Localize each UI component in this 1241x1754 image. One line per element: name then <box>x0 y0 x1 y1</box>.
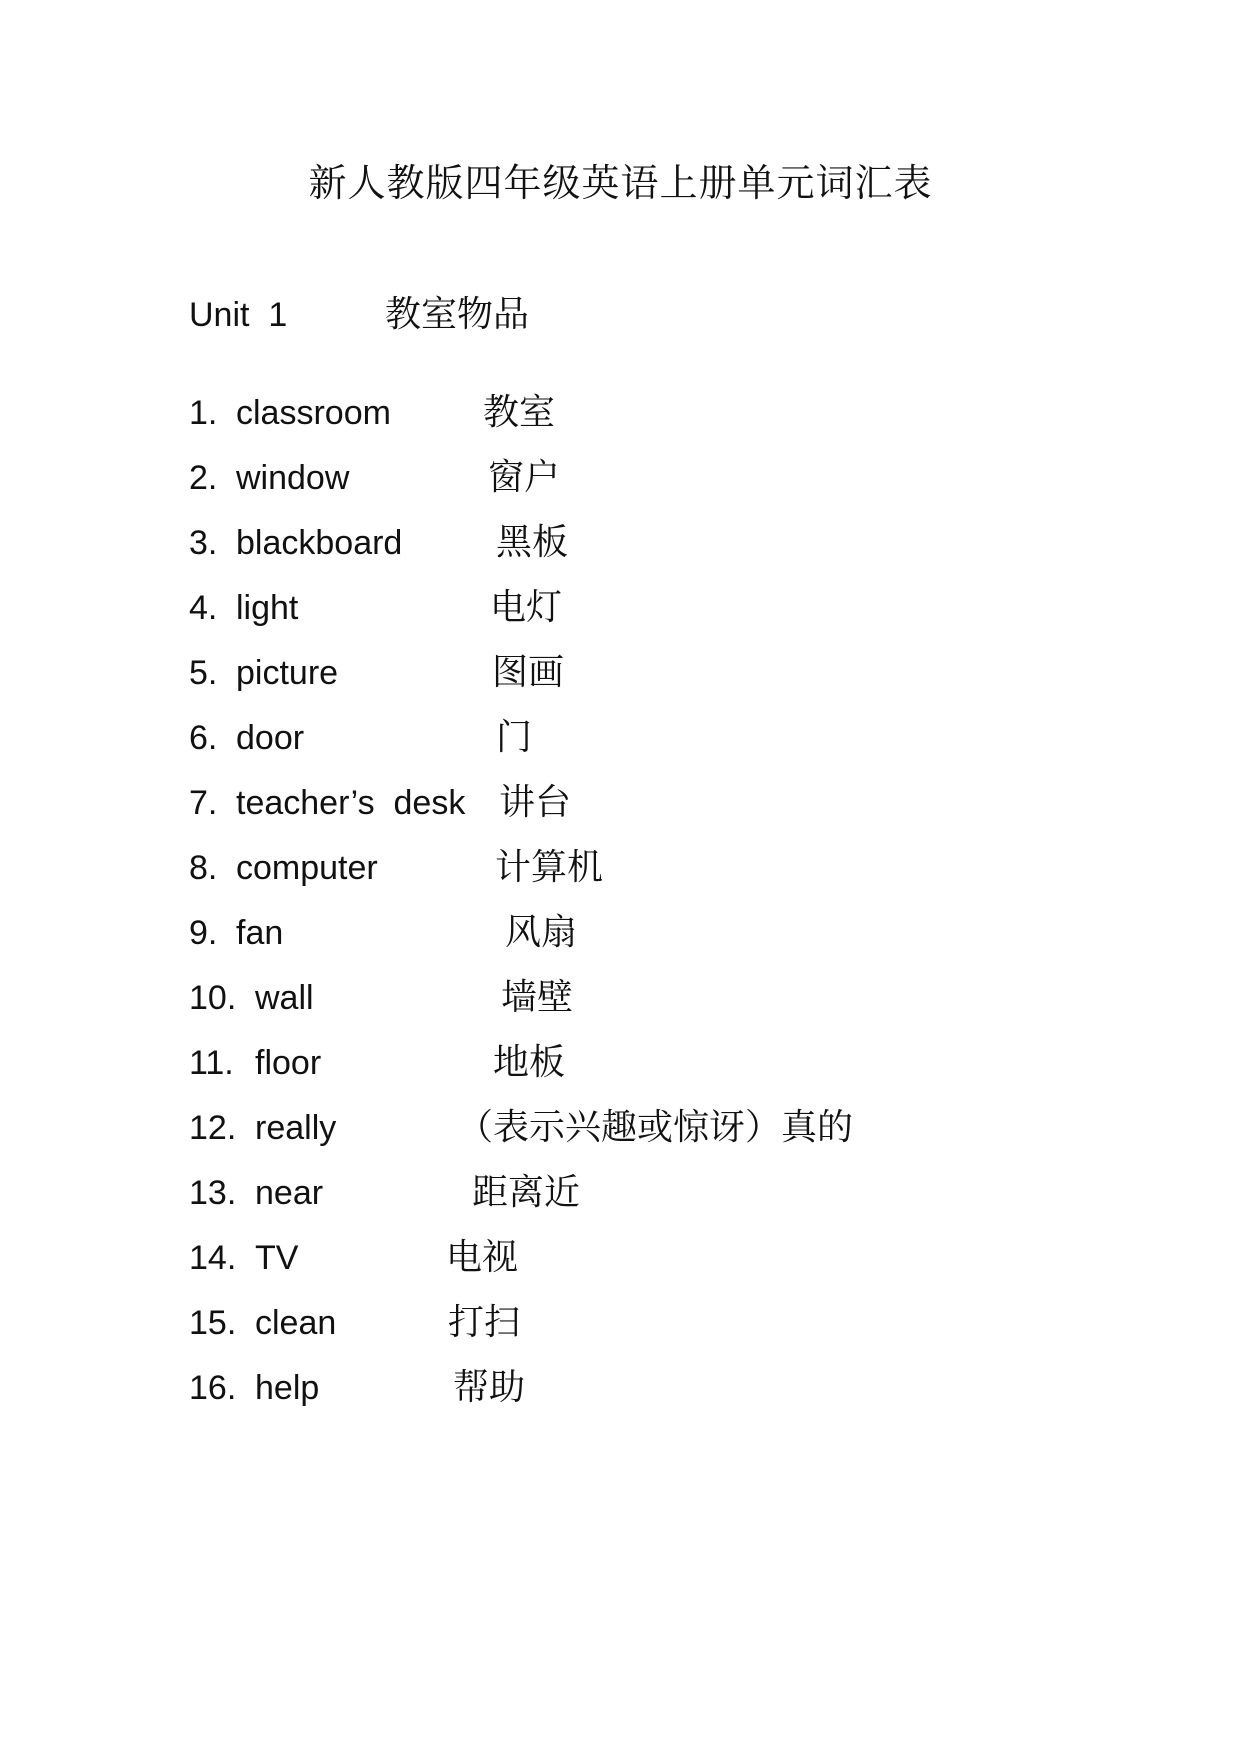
item-number: 7. <box>189 784 218 822</box>
item-number: 13. <box>189 1174 237 1212</box>
item-number: 12. <box>189 1109 237 1147</box>
chinese-meaning: 黑板 <box>496 522 569 563</box>
item-number: 5. <box>189 654 218 692</box>
chinese-meaning: 距离近 <box>472 1172 581 1213</box>
english-word: help <box>255 1369 320 1407</box>
unit-topic: 教室物品 <box>385 294 530 335</box>
chinese-meaning: 帮助 <box>453 1367 526 1408</box>
vocab-item <box>189 908 1089 973</box>
vocab-item <box>189 388 1089 453</box>
english-word: floor <box>255 1044 322 1082</box>
english-word: teacher’s desk <box>236 784 466 822</box>
vocab-item <box>189 583 1089 648</box>
vocab-item <box>189 1363 1089 1428</box>
item-number: 10. <box>189 979 237 1017</box>
english-word: wall <box>255 979 314 1017</box>
vocab-item <box>189 778 1089 843</box>
item-number: 15. <box>189 1304 237 1342</box>
vocabulary-list <box>189 388 1089 1428</box>
chinese-meaning: 计算机 <box>495 847 604 888</box>
chinese-meaning: 电视 <box>446 1237 519 1278</box>
english-word: light <box>236 589 299 627</box>
item-number: 16. <box>189 1369 237 1407</box>
unit-label: Unit 1 <box>189 296 288 334</box>
english-word: fan <box>236 914 284 952</box>
chinese-meaning: （表示兴趣或惊讶）真的 <box>457 1107 854 1148</box>
chinese-meaning: 地板 <box>493 1042 566 1083</box>
vocab-item <box>189 1103 1089 1168</box>
english-word: clean <box>255 1304 337 1342</box>
vocab-item <box>189 1168 1089 1233</box>
english-word: TV <box>255 1239 299 1277</box>
english-word: picture <box>236 654 339 692</box>
chinese-meaning: 讲台 <box>499 782 572 823</box>
chinese-meaning: 墙壁 <box>501 977 574 1018</box>
vocab-item <box>189 1038 1089 1103</box>
item-number: 11. <box>189 1044 234 1082</box>
english-word: computer <box>236 849 378 887</box>
chinese-meaning: 图画 <box>492 652 565 693</box>
unit-heading <box>189 290 789 340</box>
item-number: 9. <box>189 914 218 952</box>
vocab-item <box>189 518 1089 583</box>
vocab-item <box>189 843 1089 908</box>
item-number: 6. <box>189 719 218 757</box>
vocab-item <box>189 973 1089 1038</box>
chinese-meaning: 教室 <box>483 392 556 433</box>
item-number: 14. <box>189 1239 237 1277</box>
vocab-item <box>189 453 1089 518</box>
english-word: window <box>236 459 350 497</box>
english-word: door <box>236 719 305 757</box>
item-number: 4. <box>189 589 218 627</box>
chinese-meaning: 风扇 <box>505 912 578 953</box>
item-number: 2. <box>189 459 218 497</box>
english-word: near <box>255 1174 324 1212</box>
vocab-item <box>189 713 1089 778</box>
item-number: 1. <box>189 394 218 432</box>
item-number: 8. <box>189 849 218 887</box>
english-word: blackboard <box>236 524 403 562</box>
vocab-item <box>189 1298 1089 1363</box>
vocab-item <box>189 1233 1089 1298</box>
page-title: 新人教版四年级英语上册单元词汇表 <box>308 161 933 205</box>
chinese-meaning: 窗户 <box>488 457 561 498</box>
english-word: really <box>255 1109 337 1147</box>
chinese-meaning: 打扫 <box>448 1302 521 1343</box>
item-number: 3. <box>189 524 218 562</box>
chinese-meaning: 电灯 <box>490 587 563 628</box>
vocab-item <box>189 648 1089 713</box>
english-word: classroom <box>236 394 391 432</box>
chinese-meaning: 门 <box>496 717 533 758</box>
